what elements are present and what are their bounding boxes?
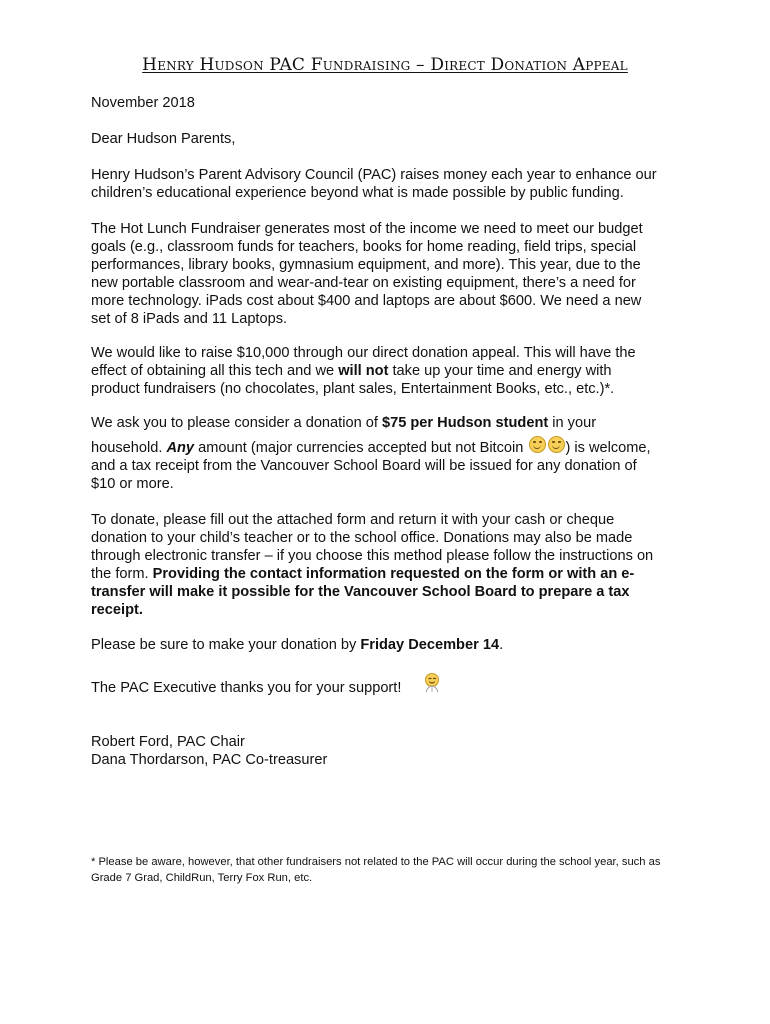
praying-hands-face-icon — [422, 672, 444, 694]
signatures — [91, 733, 691, 769]
paragraph-3: We would like to raise $10,000 through our direct donation appeal. This will have the effect of obtaining all this tech and we will not take up your time and energy with product fundraisers (no chocolates, plant sales, Entertainment Books, etc., etc.)*. — [91, 345, 636, 397]
salutation: Dear Hudson Parents, — [91, 131, 236, 147]
winking-face-icon — [529, 436, 546, 453]
signature-chair: Robert Ford, PAC Chair — [91, 734, 245, 750]
letter-title: Henry Hudson PAC Fundraising – Direct Donation Appeal — [142, 55, 628, 75]
paragraph-4: We ask you to please consider a donation of $75 per Hudson student in your household. Any amount (major currencies accepted but not Bitcoin ) is welcome, and a tax receipt from the Vancouver School Board will be issued for any donation of $10 or more. — [91, 415, 651, 492]
paragraph-6: Please be sure to make your donation by Friday December 14. — [91, 637, 504, 653]
letter-date: November 2018 — [91, 95, 195, 111]
paragraph-1: Henry Hudson’s Parent Advisory Council (PAC) raises money each year to enhance our children’s educational experience beyond what is made possible by public funding. — [91, 167, 657, 201]
paragraph-2: The Hot Lunch Fundraiser generates most of the income we need to meet our budget goals (e.g., classroom funds for teachers, books for home reading, field trips, special performances, library books, gymnasium equipment, and more). This year, due to the new portable classroom and wear-and-tear on existing equipment, there’s a need for more technology. iPads cost about $400 and laptops are about $600. We need a new set of 8 iPads and 11 Laptops. — [91, 221, 643, 327]
footnote: * Please be aware, however, that other fundraisers not related to the PAC will occur during the school year, such as Grade 7 Grad, ChildRun, Terry Fox Run, etc. — [91, 856, 661, 884]
paragraph-5: To donate, please fill out the attached form and return it with your cash or cheque donation to your child’s teacher or to the school office. Donations may also be made through electronic transfer – if you choose this method please follow the instructions on the form. Providing the contact information requested on the form or with an e- transfer will make it possible for the Vancouver School Board to prepare a tax receipt. — [91, 512, 654, 618]
signature-cotreasurer: Dana Thordarson, PAC Co-treasurer — [91, 752, 328, 768]
smiling-face-icon — [548, 436, 565, 453]
thanks-line: The PAC Executive thanks you for your support! — [91, 680, 402, 696]
